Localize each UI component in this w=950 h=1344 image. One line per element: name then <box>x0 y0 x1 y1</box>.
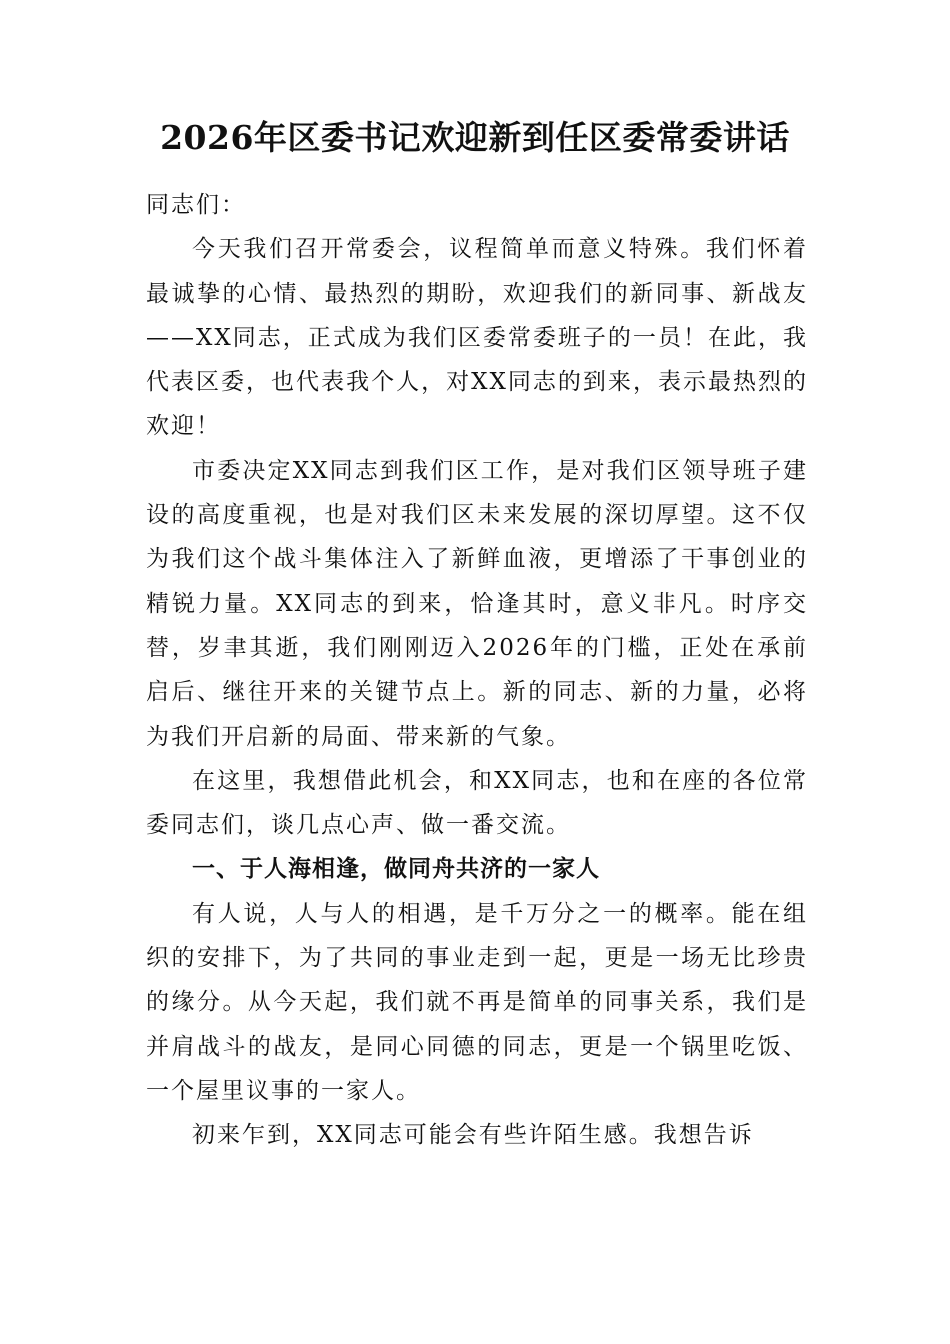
body-paragraph: 在这里，我想借此机会，和XX同志，也和在座的各位常委同志们，谈几点心声、做一番交流。 <box>146 767 808 839</box>
document-title: 2026年区委书记欢迎新到任区委常委讲话 <box>160 118 790 157</box>
body-paragraph: 今天我们召开常委会，议程简单而意义特殊。我们怀着最诚挚的心情、最热烈的期盼，欢迎我们的新同事、新战友——XX同志，正式成为我们区委常委班子的一员！在此，我代表区委，也代表我个人，对XX同志的到来，表示最热烈的欢迎！ <box>146 236 808 440</box>
section-heading: 一、于人海相逢，做同舟共济的一家人 <box>192 856 600 883</box>
body-paragraph: 初来乍到，XX同志可能会有些许陌生感。我想告诉 <box>192 1122 754 1149</box>
body-paragraph: 有人说，人与人的相遇，是千万分之一的概率。能在组织的安排下，为了共同的事业走到一起，更是一场无比珍贵的缘分。从今天起，我们就不再是简单的同事关系，我们是并肩战斗的战友，是同心同德的同志，更是一个锅里吃饭、一个屋里议事的一家人。 <box>146 900 808 1104</box>
document-body <box>146 183 808 1158</box>
salutation: 同志们： <box>146 192 246 218</box>
body-paragraph: 市委决定XX同志到我们区工作，是对我们区领导班子建设的高度重视，也是对我们区未来发展的深切厚望。这不仅为我们这个战斗集体注入了新鲜血液，更增添了干事创业的精锐力量。XX同志的到来，恰逢其时，意义非凡。时序交替，岁聿其逝，我们刚刚迈入2026年的门槛，正处在承前启后、继往开来的关键节点上。新的同志、新的力量，必将为我们开启新的局面、带来新的气象。 <box>146 457 808 750</box>
